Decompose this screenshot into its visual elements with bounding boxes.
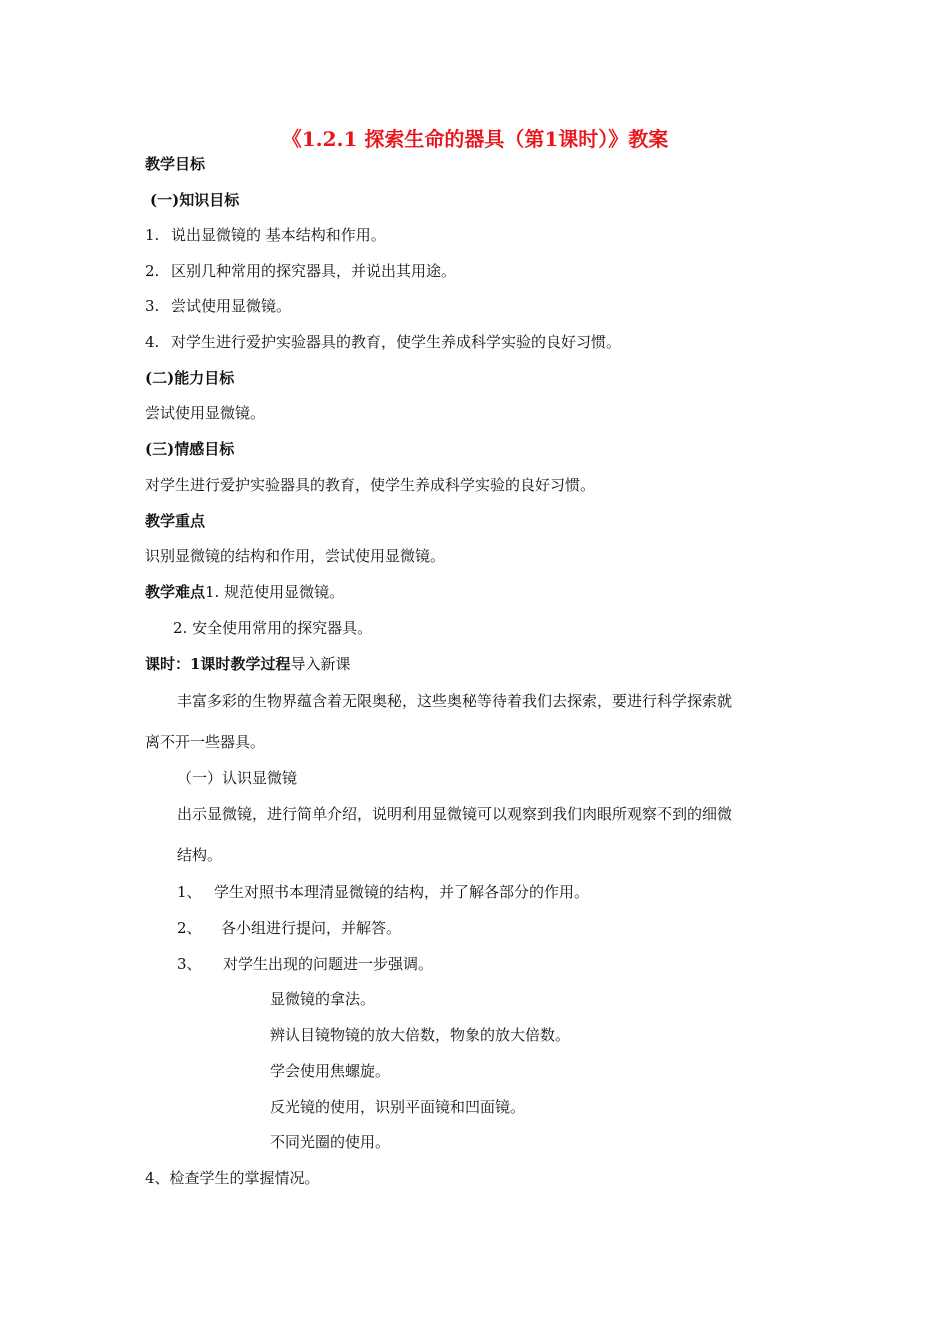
item-text: 对学生进行爱护实验器具的教育，使学生养成科学实验的良好习惯。 — [171, 333, 622, 351]
difficulties-item-1: 1. 规范使用显微镜。 — [205, 583, 345, 601]
objectives-heading: 教学目标 — [145, 155, 206, 173]
hours-label: 课时：1课时 — [145, 655, 231, 673]
step-number: 1、 — [177, 883, 202, 901]
step-4: 4、检查学生的掌握情况。 — [145, 1169, 320, 1187]
document-title: 《1.2.1 探索生命的器具（第1课时）》教案 — [281, 127, 669, 151]
step-number: 2、 — [177, 919, 202, 937]
section-1-paragraph-line-1: 出示显微镜，进行简单介绍，说明利用显微镜可以观察到我们肉眼所观察不到的细微 — [177, 805, 733, 823]
item-text: 尝试使用显微镜。 — [171, 297, 292, 315]
difficulties-line-1 — [145, 582, 344, 602]
intro-paragraph-line-2: 离不开一些器具。 — [145, 733, 266, 751]
knowledge-item-1 — [145, 225, 386, 245]
step-text: 学生对照书本理清显微镜的结构，并了解各部分的作用。 — [214, 883, 590, 901]
ability-objectives-text: 尝试使用显微镜。 — [145, 404, 266, 422]
sub-item-4: 反光镜的使用，识别平面镜和凹面镜。 — [270, 1098, 526, 1116]
item-text: 区别几种常用的探究器具，并说出其用途。 — [171, 262, 457, 280]
knowledge-item-2 — [145, 261, 456, 281]
sub-item-1: 显微镜的拿法。 — [270, 990, 376, 1008]
sub-item-5: 不同光圈的使用。 — [270, 1133, 391, 1151]
knowledge-item-3 — [145, 296, 291, 316]
key-points-heading: 教学重点 — [145, 512, 206, 530]
emotion-objectives-heading: (三)情感目标 — [145, 440, 235, 458]
item-number: 4. — [145, 333, 160, 351]
emotion-objectives-text: 对学生进行爱护实验器具的教育，使学生养成科学实验的良好习惯。 — [145, 476, 596, 494]
difficulties-heading: 教学难点 — [145, 583, 206, 601]
section-1-heading: （一）认识显微镜 — [177, 769, 298, 787]
intro-label: 导入新课 — [290, 655, 351, 673]
ability-objectives-heading: (二)能力目标 — [145, 369, 235, 387]
process-header-line — [145, 654, 350, 674]
item-text: 说出显微镜的 基本结构和作用。 — [171, 226, 386, 244]
step-text: 各小组进行提问，并解答。 — [221, 919, 402, 937]
knowledge-objectives-heading: (一)知识目标 — [150, 191, 240, 209]
item-number: 1. — [145, 226, 160, 244]
intro-paragraph-line-1: 丰富多彩的生物界蕴含着无限奥秘，这些奥秘等待着我们去探索，要进行科学探索就 — [177, 692, 733, 710]
section-1-paragraph-line-2: 结构。 — [177, 846, 223, 864]
difficulties-item-2: 2. 安全使用常用的探究器具。 — [173, 619, 373, 637]
step-1 — [177, 882, 589, 902]
sub-item-3: 学会使用焦螺旋。 — [270, 1062, 391, 1080]
process-label: 教学过程 — [230, 655, 291, 673]
step-3 — [177, 954, 433, 974]
key-points-text: 识别显微镜的结构和作用，尝试使用显微镜。 — [145, 547, 446, 565]
knowledge-item-4 — [145, 332, 621, 352]
sub-item-2: 辨认目镜物镜的放大倍数，物象的放大倍数。 — [270, 1026, 571, 1044]
item-number: 3. — [145, 297, 160, 315]
step-number: 3、 — [177, 955, 202, 973]
item-number: 2. — [145, 262, 160, 280]
step-text: 对学生出现的问题进一步强调。 — [223, 955, 434, 973]
step-2 — [177, 918, 401, 938]
